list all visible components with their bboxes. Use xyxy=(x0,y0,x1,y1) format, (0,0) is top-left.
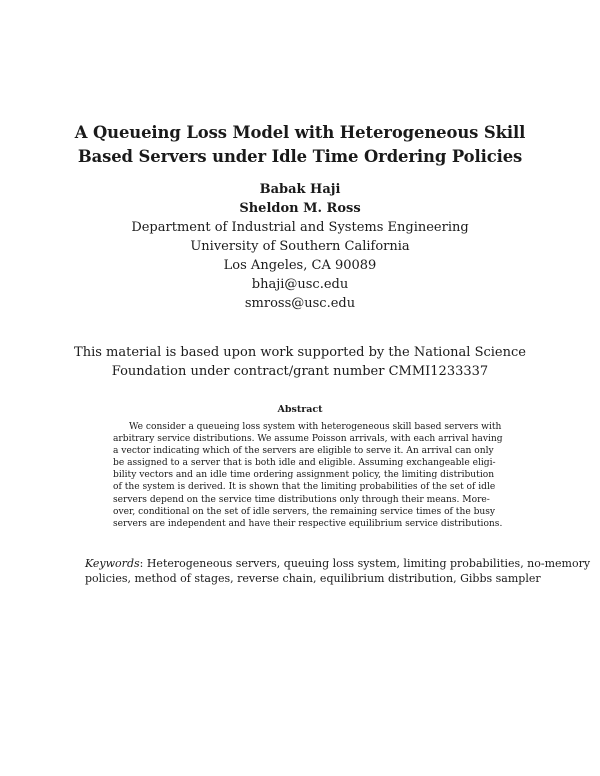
abstract-line: servers are independent and have their respective equilibrium service distributions. xyxy=(113,518,503,529)
abstract-heading: Abstract xyxy=(277,404,323,415)
abstract-line: over, conditional on the set of idle servers, the remaining service times of the busy xyxy=(113,506,496,517)
email: bhaji@usc.edu xyxy=(251,277,349,292)
abstract-line: be assigned to a server that is both idle and eligible. Assuming exchangeable eligi- xyxy=(113,458,496,469)
author-name: Babak Haji xyxy=(259,182,341,197)
department: Department of Industrial and Systems Engineering xyxy=(131,220,469,235)
abstract-line: of the system is derived. It is shown that the limiting probabilities of the set of idle xyxy=(113,482,496,493)
abstract-line: a vector indicating which of the servers are eligible to serve it. An arrival can only xyxy=(113,446,494,457)
title-line-2: Based Servers under Idle Time Ordering Policies xyxy=(77,147,523,166)
abstract-line: We consider a queueing loss system with heterogeneous skill based servers with xyxy=(129,422,502,432)
author-name: Sheldon M. Ross xyxy=(239,201,361,216)
funding-line-1: This material is based upon work supported by the National Science xyxy=(74,345,526,360)
funding-note xyxy=(60,344,540,381)
paper-title xyxy=(60,121,540,169)
keywords-text: : Heterogeneous servers, queuing loss system, limiting probabilities, no-memory xyxy=(139,557,591,570)
funding-line-2: Foundation under contract/grant number CMMI1233337 xyxy=(111,363,489,379)
city: Los Angeles, CA 90089 xyxy=(223,258,377,273)
title-line-1: A Queueing Loss Model with Heterogeneous Skill xyxy=(74,123,526,142)
keywords-line: policies, method of stages, reverse chain, equilibrium distribution, Gibbs sampler xyxy=(85,572,541,585)
author-block xyxy=(60,180,540,313)
abstract-body xyxy=(113,421,503,530)
abstract-line: arbitrary service distributions. We assume Poisson arrivals, with each arrival having xyxy=(113,434,503,445)
keywords-line xyxy=(85,556,591,571)
abstract-line: servers depend on the service time distributions only through their means. More- xyxy=(113,494,490,505)
keywords xyxy=(85,556,591,586)
university: University of Southern California xyxy=(190,239,410,254)
keywords-label: Keywords xyxy=(85,557,140,570)
abstract-line: bility vectors and an idle time ordering assignment policy, the limiting distribution xyxy=(113,470,495,481)
email: smross@usc.edu xyxy=(244,296,356,311)
